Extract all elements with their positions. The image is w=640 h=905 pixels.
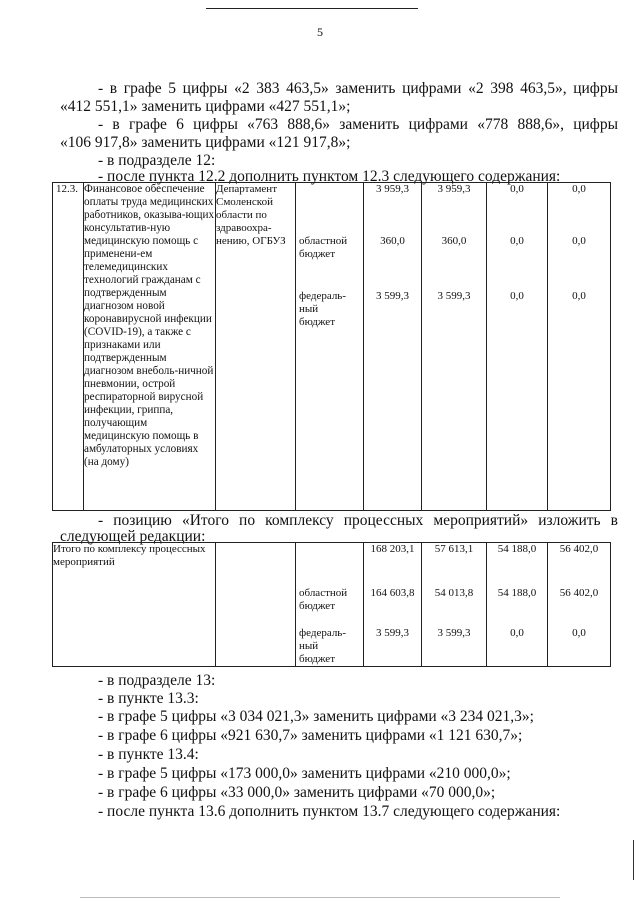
value: 0,0 [510,235,524,247]
total-name: Итого по комплексу процессных мероприятий [53,543,206,568]
value: 164 603,8 [370,587,415,599]
value-cell [548,183,611,511]
value-cell [422,543,487,667]
item-number: 12.3. [56,183,78,195]
text-line: «106 917,8» заменить цифрами «121 917,8»; [60,134,351,151]
text-line: - в графе 6 цифры «33 000,0» заменить цифрами «70 000,0»; [98,784,496,801]
value: 56 402,0 [559,587,599,599]
text-line: - в подразделе 12: [98,152,216,169]
text-line: - в графе 5 цифры «2 383 463,5» заменить цифрами «2 398 463,5», цифры [98,80,618,97]
value: 3 599,3 [376,290,409,302]
text-line: следующей редакции: [60,528,206,545]
value: 3 959,3 [437,183,471,195]
text-line: - в графе 5 цифры «173 000,0» заменить цифрами «210 000,0»; [98,765,511,782]
value: 0,0 [572,290,586,302]
source-label: федераль-ный бюджет [299,290,346,328]
item-name: Финансовое обеспечение оплаты труда медицинских работников, оказыва-ющих консультатив-ную медицинскую помощь с применени-ем телемедицинских технологий гражданам с подтвержденным диагнозом новой коронавирусной инфекции (COVID-19), а также с признаками или подтвержденным диагнозом внеболь-ничной пневмонии, острой респираторной вирусной инфекции, гриппа, получающим медицинскую помощь в амбулаторных условиях (на дому) [84,183,215,468]
value: 168 203,1 [370,543,415,555]
source-label: федераль-ный бюджет [299,627,346,665]
executor-cell [216,183,296,511]
value-cell [422,183,487,511]
value: 57 613,1 [434,543,474,555]
value: 0,0 [572,235,586,247]
value-cell [548,543,611,667]
value: 3 599,3 [437,290,471,302]
value: 360,0 [380,235,405,247]
scan-edge-mark [633,840,634,880]
top-rule [206,8,418,9]
value-cell [487,543,548,667]
empty-cell [216,543,296,667]
text-line: - в пункте 13.4: [98,746,199,763]
value: 54 188,0 [497,543,537,555]
item-number-cell [53,183,84,511]
text-line: «412 551,1» заменить цифрами «427 551,1»; [60,98,351,115]
value: 360,0 [441,235,467,247]
value: 54 013,8 [434,587,474,599]
text-line: - после пункта 12.2 дополнить пунктом 12.3 следующего содержания: [98,168,561,185]
source-label: областной бюджет [299,235,348,260]
source-label: областной бюджет [299,587,348,612]
executor: Департамент Смоленской области по здравоохра-нению, ОГБУЗ [216,183,286,247]
value: 3 599,3 [437,627,471,639]
source-cell [296,543,364,667]
text-line: - в графе 6 цифры «921 630,7» заменить цифрами «1 121 630,7»; [98,727,523,744]
source-cell [296,183,364,511]
total-name-cell [53,543,216,667]
page-number: 5 [317,25,323,39]
value: 0,0 [510,627,524,639]
value: 0,0 [572,627,586,639]
value: 0,0 [510,290,524,302]
value-cell [364,543,422,667]
value: 56 402,0 [559,543,599,555]
text-line: - позицию «Итого по комплексу процессных мероприятий» изложить в [98,512,618,529]
text-line: - в подразделе 13: [98,672,216,689]
value: 54 188,0 [497,587,537,599]
value: 3 599,3 [376,627,409,639]
text-line: - после пункта 13.6 дополнить пунктом 13.7 следующего содержания: [98,803,561,820]
table-total [52,542,611,667]
text-line: - в графе 6 цифры «763 888,6» заменить цифрами «778 888,6», цифры [98,116,618,133]
value-cell [364,183,422,511]
value: 0,0 [510,183,524,195]
value-cell [487,183,548,511]
item-name-cell [84,183,216,511]
value: 3 959,3 [376,183,409,195]
scan-bottom-mark [80,897,560,898]
table-item-12-3 [52,182,611,511]
text-line: - в пункте 13.3: [98,690,199,707]
value: 0,0 [572,183,586,195]
text-line: - в графе 5 цифры «3 034 021,3» заменить цифрами «3 234 021,3»; [98,708,534,725]
